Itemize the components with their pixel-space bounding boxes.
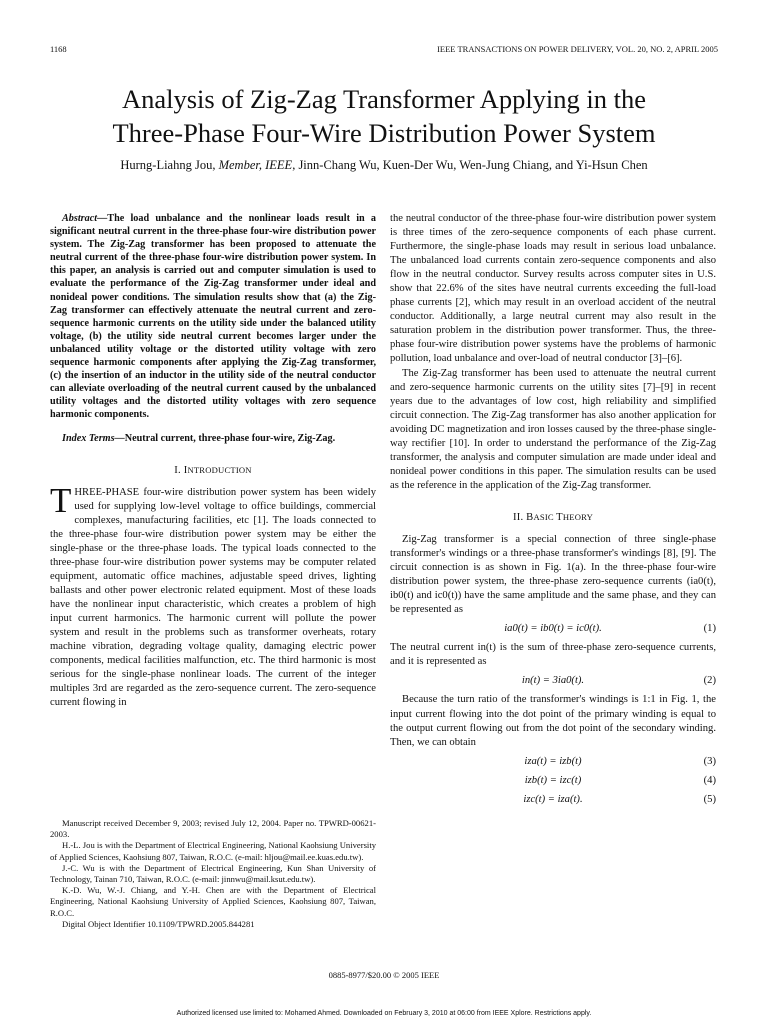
paragraph-neutral-conductor: the neutral conductor of the three-phase four-wire distribution power system is three times of the zero-sequence components of each phase current. Furthermore, the single-phase loads may result in serious load unbalance. The unbalanced load currents contain zero-sequence components and also flow in the neutral conductor. Survey results across computer sites in U.S. show that 22.6% of the sites have neutral currents exceeding the full-load phase currents [2], which may result in an overload accident of the neutral conductor. Additionally, a large neutral current may also result in the saturation problem in the distribution power transformer. Thus, the three-phase four-wire distribution power systems have the problems of harmonic pollution, load unbalance and over-load of neutral conductor [3]–[6]. <box>390 213 716 365</box>
copyright-footer: 0885-8977/$20.00 © 2005 IEEE <box>328 970 440 980</box>
intro-text: four-wire distribution power system has been widely used for supplying low-level voltage to office buildings, commercial complexes, manufacturing facilities, etc [1]. The loads connected to the three-phase four-wire distribution power system may be either the single-phase or the three-phase loads. The typical loads connected to the three-phase four-wire distribution power systems may be computer related equipment, automatic office machines, adjustable speed drives, lighting ballasts and other power electronic related equipment. Most of these loads have the nonlinear input characteristic, which creates a problem of high input current harmonics. The harmonic current will pollute the power system and result in the problems such as transformer overheats, rotary machine vibration, degrading voltage quality, damaging electric power components, medical facilities malfunction, etc. The third harmonic is most serious for the single-phase nonlinear loads. The current of the integer multiples 3rd are regarded as the zero-sequence current. The zero-sequence current flowing in <box>50 486 376 709</box>
abstract <box>50 212 376 422</box>
paragraph-neutral-current: The neutral current in(t) is the sum of three-phase zero-sequence currents, and it is represented as <box>390 642 716 668</box>
equation-3-expr: iza(t) = izb(t) <box>524 755 582 767</box>
abstract-text: The load unbalance and the nonlinear loads result in a significant neutral current in the three-phase four-wire distribution power system. The Zig-Zag transformer has been proposed to attenuate the neutral current of the three-phase four-wire distribution power system. In this paper, an analysis is carried out and computer simulation is used to evaluate the performance of the Zig-Zag transformer under ideal and nonideal power conditions. The simulation results show that (a) the Zig-Zag transformer can effectively attenuate the neutral current and zero-sequence harmonic currents on the utility side under the balanced utility voltage, (b) the utility side neutral current becomes larger under the unbalanced utility voltage or the distorted utility voltage with zero sequence harmonic components after applying the Zig-Zag transformer, (c) the insertion of an inductor in the utility side of the neutral conductor can alleviate overloading of the neutral current caused by the unbalanced utility voltages and the distorted utility voltages with zero sequence harmonic components. <box>50 213 376 421</box>
title-line-1: Analysis of Zig-Zag Transformer Applying in the <box>121 84 647 114</box>
equation-4 <box>390 774 716 788</box>
footnotes <box>50 818 376 930</box>
equation-2-number: (2) <box>703 675 716 687</box>
index-terms <box>50 432 376 446</box>
equation-3-number: (3) <box>703 755 716 767</box>
author-role: Member, IEEE <box>218 158 293 172</box>
paragraph-basic-theory: Zig-Zag transformer is a special connection of three single-phase transformer's windings or a three-phase transformer's windings [8], [9]. The circuit connection is as shown in Fig. 1(a). In the three-phase four-wire distribution power system, the three-phase zero-sequence currents (ia0(t), ib0(t) and ic0(t)) have the same amplitude and the same phase, and they can be represented as <box>390 533 716 616</box>
equation-2-expr: in(t) = 3ia0(t). <box>521 675 585 687</box>
license-note: Authorized licensed use limited to: Mohamed Ahmed. Downloaded on February 3, 2010 at 06:00 from IEEE Xplore. Restrictions apply. <box>176 1010 592 1017</box>
drop-cap: T <box>50 480 72 520</box>
left-column <box>50 212 376 710</box>
title-line-2: Three-Phase Four-Wire Distribution Power System <box>112 118 656 148</box>
equation-5-number: (5) <box>703 793 716 805</box>
page-number: 1168 <box>50 44 67 54</box>
equation-4-number: (4) <box>703 774 716 786</box>
section-heading-basic-theory: II. BASIC THEORY <box>513 511 593 523</box>
section-heading-introduction: I. INTRODUCTION <box>174 464 252 476</box>
equation-1-expr: ia0(t) = ib0(t) = ic0(t). <box>504 623 602 635</box>
paper-title <box>40 82 728 150</box>
index-terms-label: Index Terms— <box>62 432 125 444</box>
paragraph-turn-ratio: Because the turn ratio of the transformer's windings is 1:1 in Fig. 1, the input current flowing into the dot point of the primary winding is equal to the output current flowing out from the dot point of the secondary winding. Then, we can obtain <box>390 694 716 748</box>
paragraph-zigzag-usage: The Zig-Zag transformer has been used to attenuate the neutral current and zero-sequence harmonic currents on the utility sites [7]–[9] in recent years due to the advantages of low cost, high reliability and simplified circuit connection. The Zig-Zag transformer has also another application for avoiding DC magnetization and iron losses caused by the three-phase single-way rectifier [10]. In order to understand the performance of the Zig-Zag transformer, the analysis and computer simulation are made under ideal and nonideal power conditions in this paper. The simulation results can be used as the reference in the application of the Zig-Zag transformer. <box>390 367 716 491</box>
author-rest: , Jinn-Chang Wu, Kuen-Der Wu, Wen-Jung Chiang, and Yi-Hsun Chen <box>292 158 648 172</box>
journal-header: IEEE TRANSACTIONS ON POWER DELIVERY, VOL. 20, NO. 2, APRIL 2005 <box>437 44 718 54</box>
equation-2 <box>390 674 716 688</box>
footnote-manuscript: Manuscript received December 9, 2003; revised July 12, 2004. Paper no. TPWRD-00621-2003. <box>50 818 376 840</box>
author-list <box>40 158 728 173</box>
abstract-label: Abstract— <box>62 213 108 224</box>
equation-1 <box>390 622 716 636</box>
footnote-doi: Digital Object Identifier 10.1109/TPWRD.2005.844281 <box>62 918 255 929</box>
equation-4-expr: izb(t) = izc(t) <box>524 774 582 786</box>
author-first: Hurng-Liahng Jou, <box>120 158 219 172</box>
equation-1-number: (1) <box>703 623 716 635</box>
equation-3 <box>390 755 716 769</box>
footnote-author-2: J.-C. Wu is with the Department of Electrical Engineering, Kun Shan University of Technology, Tainan 710, Taiwan, R.O.C. (e-mail: jinnwu@mail.ksut.edu.tw). <box>50 862 376 885</box>
equation-5-expr: izc(t) = iza(t). <box>523 793 583 805</box>
intro-lead: HREE-PHASE <box>74 486 140 498</box>
equation-5 <box>390 793 716 807</box>
footnote-author-3: K.-D. Wu, W.-J. Chiang, and Y.-H. Chen are with the Department of Electrical Engineering, National Kaohsiung University of Applied Sciences, Kaohsiung 807, Taiwan, R.O.C. <box>50 885 376 918</box>
intro-paragraph <box>50 480 376 711</box>
footnote-author-1: H.-L. Jou is with the Department of Electrical Engineering, National Kaohsiung University of Applied Sciences, Kaohsiung 807, Taiwan, R.O.C. (e-mail: hljou@mail.ee.kuas.edu.tw). <box>50 840 376 862</box>
right-column <box>390 212 716 812</box>
index-terms-text: Neutral current, three-phase four-wire, Zig-Zag. <box>124 432 336 444</box>
